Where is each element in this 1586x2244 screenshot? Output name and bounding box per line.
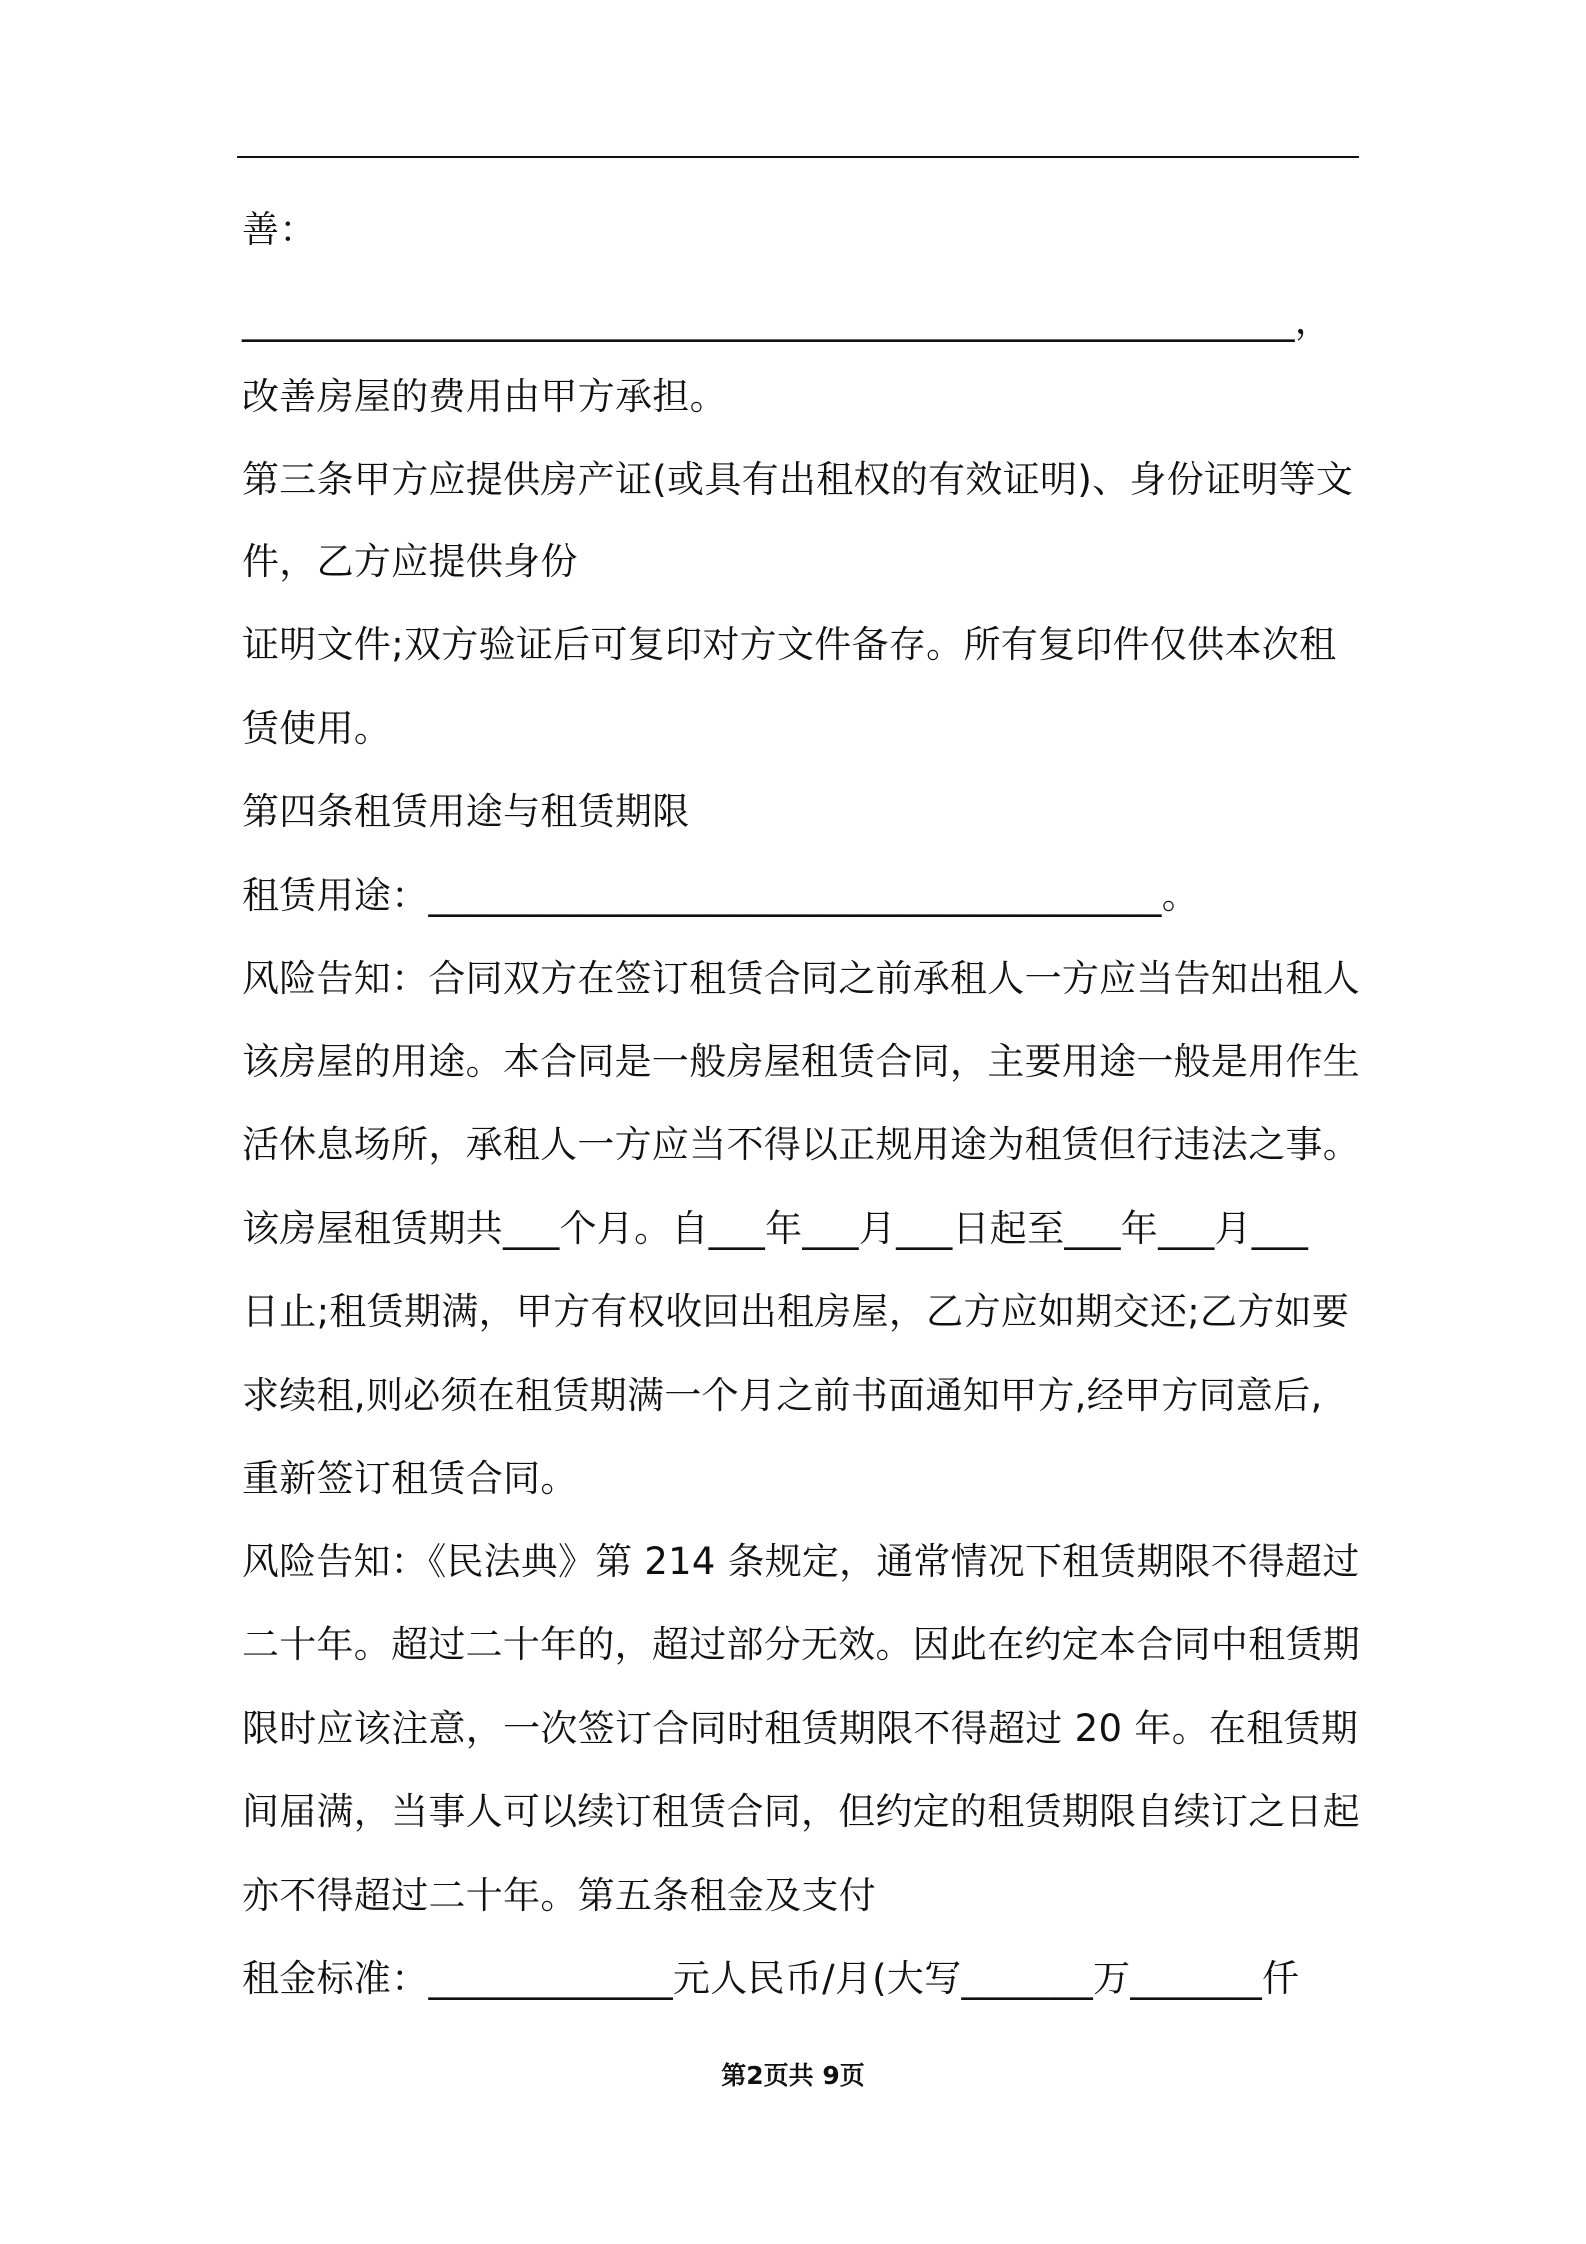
text-line: 赁使用。 — [242, 707, 392, 750]
text-line: 二十年。超过二十年的，超过部分无效。因此在约定本合同中租赁期 — [242, 1623, 1360, 1666]
text-line: ________________________________________________________， — [242, 299, 1333, 342]
text-line: 该房屋的用途。本合同是一般房屋租赁合同，主要用途一般是用作生 — [242, 1040, 1360, 1083]
header-rule — [237, 156, 1359, 158]
text-line: 该房屋租赁期共___个月。自___年___月___日起至___年___月___ — [242, 1207, 1309, 1250]
text-line: 间届满，当事人可以续订租赁合同，但约定的租赁期限自续订之日起 — [242, 1790, 1360, 1833]
text-line: 件，乙方应提供身份 — [242, 540, 578, 583]
text-line: 限时应该注意，一次签订合同时租赁期限不得超过 20 年。在租赁期 — [242, 1707, 1359, 1750]
text-line: 亦不得超过二十年。第五条租金及支付 — [242, 1874, 877, 1917]
text-line: 证明文件;双方验证后可复印对方文件备存。所有复印件仅供本次租 — [242, 623, 1337, 666]
text-line: 求续租,则必须在租赁期满一个月之前书面通知甲方,经甲方同意后, — [242, 1374, 1323, 1417]
text-line: 风险告知：《民法典》第 214 条规定，通常情况下租赁期限不得超过 — [242, 1540, 1360, 1583]
text-line: 租金标准：_____________元人民币/月(大写_______万_______仟 — [242, 1957, 1300, 2000]
text-line: 重新签订租赁合同。 — [242, 1457, 578, 1500]
text-line: 日止;租赁期满，甲方有权收回出租房屋，乙方应如期交还;乙方如要 — [242, 1290, 1350, 1333]
text-line: 租赁用途：_______________________________________。 — [242, 874, 1199, 917]
text-line: 活休息场所，承租人一方应当不得以正规用途为租赁但行违法之事。 — [242, 1123, 1360, 1166]
text-line: 善： — [242, 208, 317, 251]
text-line: 改善房屋的费用由甲方承担。 — [242, 375, 727, 418]
text-line: 第四条租赁用途与租赁期限 — [242, 790, 690, 833]
text-line: 第三条甲方应提供房产证(或具有出租权的有效证明)、身份证明等文 — [242, 458, 1354, 501]
page-number: 第2页共 9页 — [721, 2061, 865, 2090]
text-line: 风险告知：合同双方在签订租赁合同之前承租人一方应当告知出租人 — [242, 957, 1360, 1000]
